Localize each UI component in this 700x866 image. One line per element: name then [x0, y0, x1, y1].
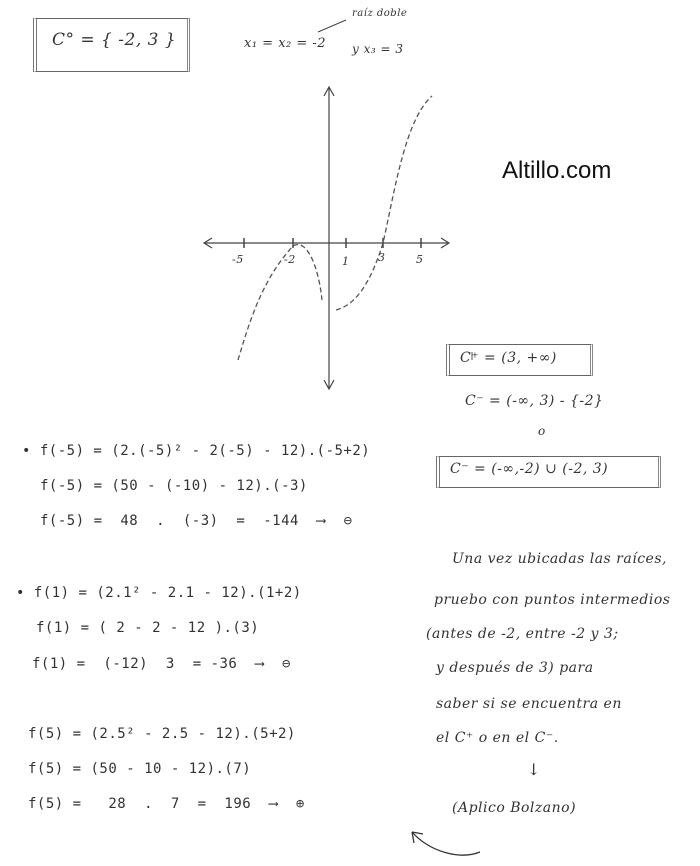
- c-plus-set: C⁺ = (3, +∞): [460, 350, 557, 366]
- calc-line: f(5) = 28 . 7 = 196 ⟶ ⊕: [28, 796, 305, 812]
- calc-line: f(1) = (-12) 3 = -36 ⟶ ⊖: [32, 656, 291, 672]
- note-line: Una vez ubicadas las raíces,: [452, 551, 667, 567]
- c-zero-set: C° = { -2, 3 }: [52, 30, 177, 50]
- tick-label-3: 3: [378, 251, 386, 264]
- or-word: o: [538, 424, 546, 438]
- tick-label-minus5: -5: [232, 253, 244, 266]
- note-line: (antes de -2, entre -2 y 3;: [426, 626, 619, 642]
- tick-label-5: 5: [416, 253, 424, 266]
- roots-note: x₁ = x₂ = -2: [244, 36, 327, 51]
- note-line: el C⁺ o en el C⁻.: [436, 730, 559, 746]
- down-arrow: ↓: [527, 760, 541, 779]
- calc-line: f(-5) = 48 . (-3) = -144 ⟶ ⊖: [40, 513, 353, 529]
- calc-line: f(5) = (2.5² - 2.5 - 12).(5+2): [28, 726, 296, 742]
- note-line: pruebo con puntos intermedios: [434, 592, 671, 608]
- bottom-curved-arrow: [412, 832, 480, 855]
- tick-label-1: 1: [342, 255, 350, 268]
- double-root-note: raíz doble: [352, 8, 408, 19]
- note-line: y después de 3) para: [436, 660, 594, 676]
- calc-line: f(1) = ( 2 - 2 - 12 ).(3): [36, 620, 260, 636]
- note-line: saber si se encuentra en: [436, 696, 622, 712]
- x3-note: y x₃ = 3: [352, 42, 404, 56]
- watermark: Altillo.com: [502, 157, 612, 184]
- calc-line: f(5) = (50 - 10 - 12).(7): [28, 761, 252, 777]
- calc-line: f(-5) = (50 - (-10) - 12).(-3): [40, 478, 308, 494]
- calc-line: • f(-5) = (2.(-5)² - 2(-5) - 12).(-5+2): [22, 443, 371, 459]
- note-line: (Aplico Bolzano): [452, 800, 577, 816]
- c-minus-set-b: C⁻ = (-∞,-2) ∪ (-2, 3): [450, 461, 609, 477]
- c-minus-set-a: C⁻ = (-∞, 3) - {-2}: [465, 393, 604, 409]
- function-curve: [238, 96, 432, 360]
- calc-line: • f(1) = (2.1² - 2.1 - 12).(1+2): [16, 585, 302, 601]
- tick-label-minus2: -2: [284, 253, 296, 266]
